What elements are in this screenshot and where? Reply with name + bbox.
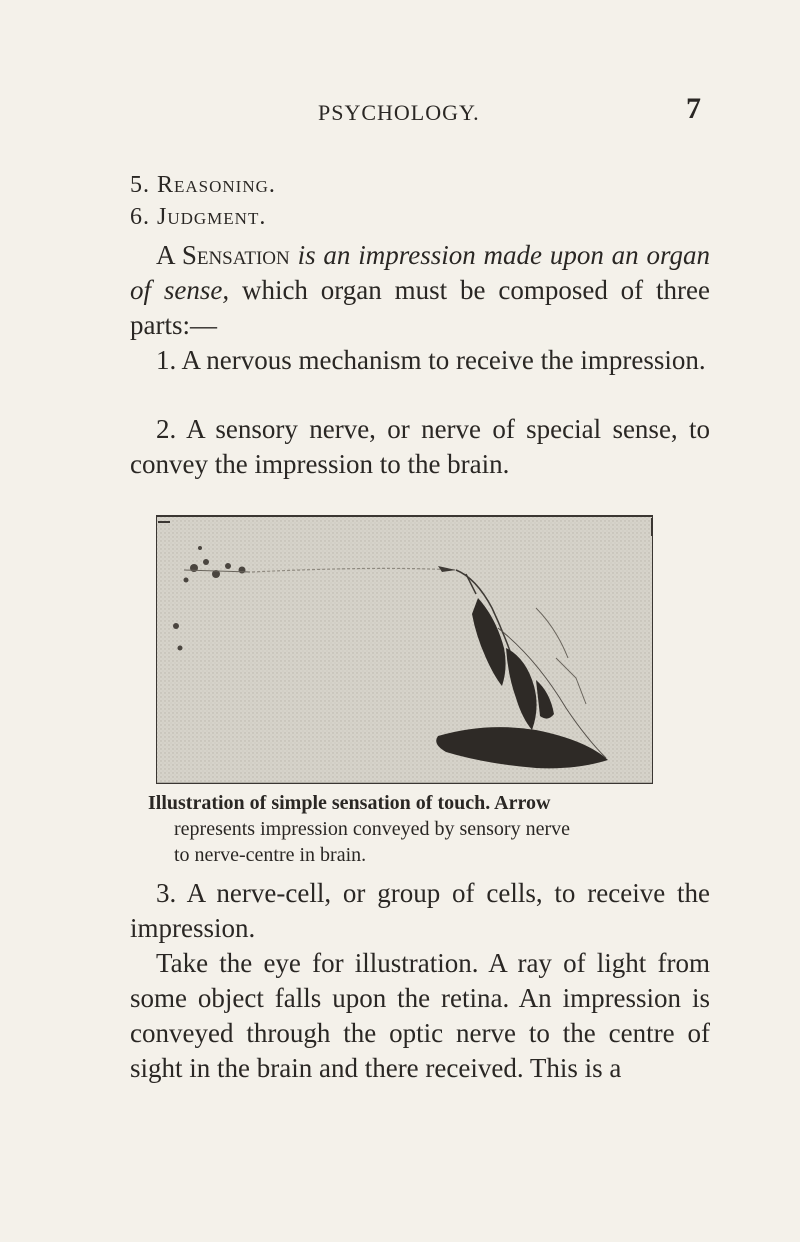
running-head [0, 92, 800, 132]
list-item-reasoning [130, 172, 276, 199]
part-two-paragraph: 2. A sensory nerve, or nerve of special sense, to convey the impression to the brain. [130, 414, 710, 479]
list-number: 5. [130, 172, 150, 198]
caption-line-3: to nerve-centre in brain. [174, 844, 367, 866]
caption-line-2: represents impression conveyed by sensory nerve [174, 818, 570, 840]
definition-lead: A [156, 240, 175, 270]
definition-italic: is an impression made upon an organ of sense, [130, 240, 711, 305]
figure-caption [148, 790, 704, 868]
list-label: Reasoning. [157, 172, 276, 198]
eye-paragraph: Take the eye for illustration. A ray of light from some object falls upon the retina. An impression is conveyed through the optic nerve to the centre of sight in the brain and there received. This is a [130, 948, 710, 1083]
definition-paragraph [130, 238, 710, 343]
touch-illustration [156, 508, 653, 784]
part-three-paragraph: 3. A nerve-cell, or group of cells, to receive the impression. [130, 878, 710, 943]
list-item-judgment [130, 204, 266, 231]
running-title: PSYCHOLOGY. [318, 100, 480, 125]
definition-rest: which organ must be composed of three parts:— [130, 275, 710, 340]
part-one-paragraph: 1. A nervous mechanism to receive the impression. [156, 345, 706, 375]
touch-illustration-image [156, 508, 653, 784]
page-number: 7 [686, 92, 701, 125]
list-number: 6. [130, 204, 150, 230]
definition-term: Sensation [181, 240, 290, 270]
caption-line-1: Illustration of simple sensation of touch. Arrow [148, 792, 551, 814]
list-label: Judgment. [157, 204, 267, 230]
